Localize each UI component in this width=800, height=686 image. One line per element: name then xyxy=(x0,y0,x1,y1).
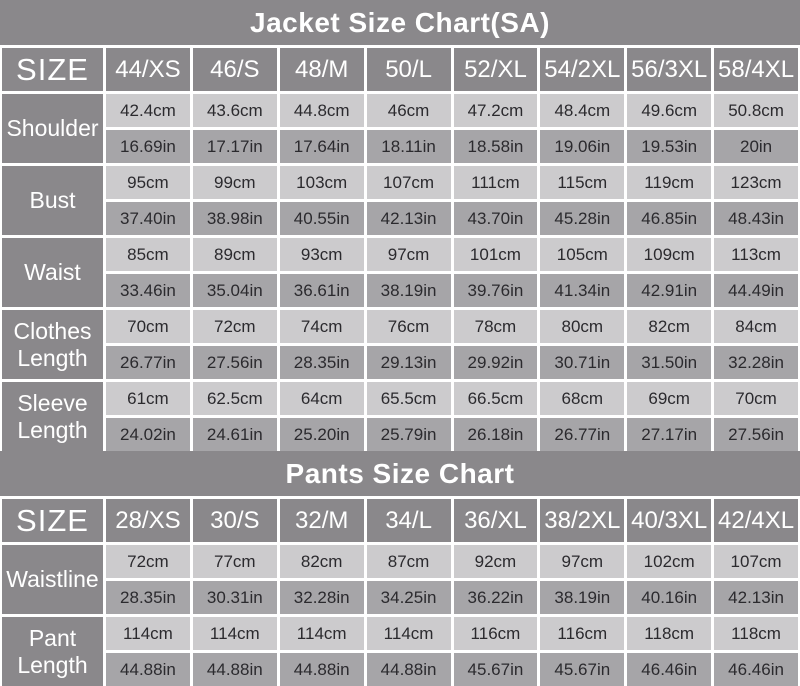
inch-value-cell: 18.58in xyxy=(454,130,538,163)
inch-value-cell: 27.17in xyxy=(627,418,711,451)
size-column-header: 42/4XL xyxy=(714,499,798,542)
pants-size-chart-section xyxy=(0,451,800,686)
inch-value-cell: 43.70in xyxy=(454,202,538,235)
cm-value-cell: 44.8cm xyxy=(280,94,364,127)
cm-value-cell: 102cm xyxy=(627,545,711,578)
inch-value-cell: 39.76in xyxy=(454,274,538,307)
inch-value-cell: 46.46in xyxy=(714,653,798,686)
size-column-header: 52/XL xyxy=(454,48,538,91)
cm-value-cell: 97cm xyxy=(540,545,624,578)
inch-value-cell: 42.13in xyxy=(714,581,798,614)
cm-value-cell: 107cm xyxy=(714,545,798,578)
cm-value-cell: 116cm xyxy=(540,617,624,650)
inch-value-cell: 45.67in xyxy=(540,653,624,686)
size-column-header: 48/M xyxy=(280,48,364,91)
cm-value-cell: 77cm xyxy=(193,545,277,578)
cm-value-cell: 114cm xyxy=(106,617,190,650)
inch-value-cell: 24.02in xyxy=(106,418,190,451)
cm-value-cell: 64cm xyxy=(280,382,364,415)
inch-value-cell: 28.35in xyxy=(106,581,190,614)
cm-value-cell: 82cm xyxy=(627,310,711,343)
cm-value-cell: 118cm xyxy=(627,617,711,650)
inch-value-cell: 45.28in xyxy=(540,202,624,235)
cm-value-cell: 111cm xyxy=(454,166,538,199)
inch-value-cell: 17.17in xyxy=(193,130,277,163)
inch-value-cell: 18.11in xyxy=(367,130,451,163)
inch-value-cell: 19.06in xyxy=(540,130,624,163)
size-column-header: 54/2XL xyxy=(540,48,624,91)
measurement-row-label: Shoulder xyxy=(2,94,103,163)
cm-value-cell: 93cm xyxy=(280,238,364,271)
cm-value-cell: 99cm xyxy=(193,166,277,199)
cm-value-cell: 105cm xyxy=(540,238,624,271)
measurement-row-label: Clothes Length xyxy=(2,310,103,379)
size-column-header: 40/3XL xyxy=(627,499,711,542)
cm-value-cell: 50.8cm xyxy=(714,94,798,127)
inch-value-cell: 36.61in xyxy=(280,274,364,307)
cm-value-cell: 61cm xyxy=(106,382,190,415)
inch-value-cell: 38.98in xyxy=(193,202,277,235)
cm-value-cell: 114cm xyxy=(193,617,277,650)
inch-value-cell: 30.31in xyxy=(193,581,277,614)
inch-value-cell: 29.92in xyxy=(454,346,538,379)
size-column-header: 34/L xyxy=(367,499,451,542)
inch-value-cell: 16.69in xyxy=(106,130,190,163)
size-corner-header: SIZE xyxy=(2,48,103,91)
jacket-size-table xyxy=(0,48,800,451)
measurement-row-label: Pant Length xyxy=(2,617,103,686)
cm-value-cell: 82cm xyxy=(280,545,364,578)
jacket-chart-title: Jacket Size Chart(SA) xyxy=(0,0,800,45)
cm-value-cell: 109cm xyxy=(627,238,711,271)
size-column-header: 38/2XL xyxy=(540,499,624,542)
inch-value-cell: 44.88in xyxy=(106,653,190,686)
cm-value-cell: 48.4cm xyxy=(540,94,624,127)
cm-value-cell: 119cm xyxy=(627,166,711,199)
cm-value-cell: 85cm xyxy=(106,238,190,271)
inch-value-cell: 35.04in xyxy=(193,274,277,307)
cm-value-cell: 95cm xyxy=(106,166,190,199)
inch-value-cell: 40.16in xyxy=(627,581,711,614)
inch-value-cell: 41.34in xyxy=(540,274,624,307)
cm-value-cell: 89cm xyxy=(193,238,277,271)
cm-value-cell: 107cm xyxy=(367,166,451,199)
cm-value-cell: 92cm xyxy=(454,545,538,578)
size-column-header: 30/S xyxy=(193,499,277,542)
inch-value-cell: 27.56in xyxy=(193,346,277,379)
cm-value-cell: 65.5cm xyxy=(367,382,451,415)
inch-value-cell: 37.40in xyxy=(106,202,190,235)
cm-value-cell: 70cm xyxy=(714,382,798,415)
cm-value-cell: 76cm xyxy=(367,310,451,343)
inch-value-cell: 46.85in xyxy=(627,202,711,235)
inch-value-cell: 48.43in xyxy=(714,202,798,235)
cm-value-cell: 68cm xyxy=(540,382,624,415)
measurement-row-label: Waist xyxy=(2,238,103,307)
inch-value-cell: 42.91in xyxy=(627,274,711,307)
inch-value-cell: 44.88in xyxy=(280,653,364,686)
size-column-header: 56/3XL xyxy=(627,48,711,91)
inch-value-cell: 31.50in xyxy=(627,346,711,379)
inch-value-cell: 19.53in xyxy=(627,130,711,163)
inch-value-cell: 42.13in xyxy=(367,202,451,235)
cm-value-cell: 113cm xyxy=(714,238,798,271)
inch-value-cell: 25.79in xyxy=(367,418,451,451)
inch-value-cell: 25.20in xyxy=(280,418,364,451)
cm-value-cell: 46cm xyxy=(367,94,451,127)
cm-value-cell: 101cm xyxy=(454,238,538,271)
cm-value-cell: 47.2cm xyxy=(454,94,538,127)
pants-chart-title: Pants Size Chart xyxy=(0,451,800,496)
cm-value-cell: 70cm xyxy=(106,310,190,343)
measurement-row-label: Sleeve Length xyxy=(2,382,103,451)
cm-value-cell: 42.4cm xyxy=(106,94,190,127)
cm-value-cell: 97cm xyxy=(367,238,451,271)
cm-value-cell: 87cm xyxy=(367,545,451,578)
inch-value-cell: 44.88in xyxy=(367,653,451,686)
cm-value-cell: 72cm xyxy=(193,310,277,343)
cm-value-cell: 118cm xyxy=(714,617,798,650)
cm-value-cell: 72cm xyxy=(106,545,190,578)
inch-value-cell: 29.13in xyxy=(367,346,451,379)
inch-value-cell: 40.55in xyxy=(280,202,364,235)
measurement-row-label: Waistline xyxy=(2,545,103,614)
size-column-header: 50/L xyxy=(367,48,451,91)
inch-value-cell: 38.19in xyxy=(540,581,624,614)
cm-value-cell: 116cm xyxy=(454,617,538,650)
size-column-header: 44/XS xyxy=(106,48,190,91)
inch-value-cell: 33.46in xyxy=(106,274,190,307)
inch-value-cell: 38.19in xyxy=(367,274,451,307)
inch-value-cell: 34.25in xyxy=(367,581,451,614)
cm-value-cell: 103cm xyxy=(280,166,364,199)
inch-value-cell: 44.88in xyxy=(193,653,277,686)
cm-value-cell: 69cm xyxy=(627,382,711,415)
pants-size-table xyxy=(0,499,800,686)
size-column-header: 36/XL xyxy=(454,499,538,542)
cm-value-cell: 78cm xyxy=(454,310,538,343)
inch-value-cell: 26.18in xyxy=(454,418,538,451)
cm-value-cell: 123cm xyxy=(714,166,798,199)
inch-value-cell: 26.77in xyxy=(106,346,190,379)
inch-value-cell: 28.35in xyxy=(280,346,364,379)
cm-value-cell: 115cm xyxy=(540,166,624,199)
cm-value-cell: 114cm xyxy=(280,617,364,650)
cm-value-cell: 114cm xyxy=(367,617,451,650)
inch-value-cell: 20in xyxy=(714,130,798,163)
inch-value-cell: 32.28in xyxy=(714,346,798,379)
inch-value-cell: 46.46in xyxy=(627,653,711,686)
size-corner-header: SIZE xyxy=(2,499,103,542)
inch-value-cell: 32.28in xyxy=(280,581,364,614)
size-column-header: 32/M xyxy=(280,499,364,542)
inch-value-cell: 44.49in xyxy=(714,274,798,307)
measurement-row-label: Bust xyxy=(2,166,103,235)
inch-value-cell: 27.56in xyxy=(714,418,798,451)
cm-value-cell: 49.6cm xyxy=(627,94,711,127)
cm-value-cell: 74cm xyxy=(280,310,364,343)
inch-value-cell: 26.77in xyxy=(540,418,624,451)
cm-value-cell: 84cm xyxy=(714,310,798,343)
cm-value-cell: 80cm xyxy=(540,310,624,343)
inch-value-cell: 30.71in xyxy=(540,346,624,379)
cm-value-cell: 66.5cm xyxy=(454,382,538,415)
inch-value-cell: 24.61in xyxy=(193,418,277,451)
cm-value-cell: 62.5cm xyxy=(193,382,277,415)
inch-value-cell: 36.22in xyxy=(454,581,538,614)
size-column-header: 28/XS xyxy=(106,499,190,542)
inch-value-cell: 17.64in xyxy=(280,130,364,163)
size-column-header: 58/4XL xyxy=(714,48,798,91)
size-column-header: 46/S xyxy=(193,48,277,91)
inch-value-cell: 45.67in xyxy=(454,653,538,686)
cm-value-cell: 43.6cm xyxy=(193,94,277,127)
